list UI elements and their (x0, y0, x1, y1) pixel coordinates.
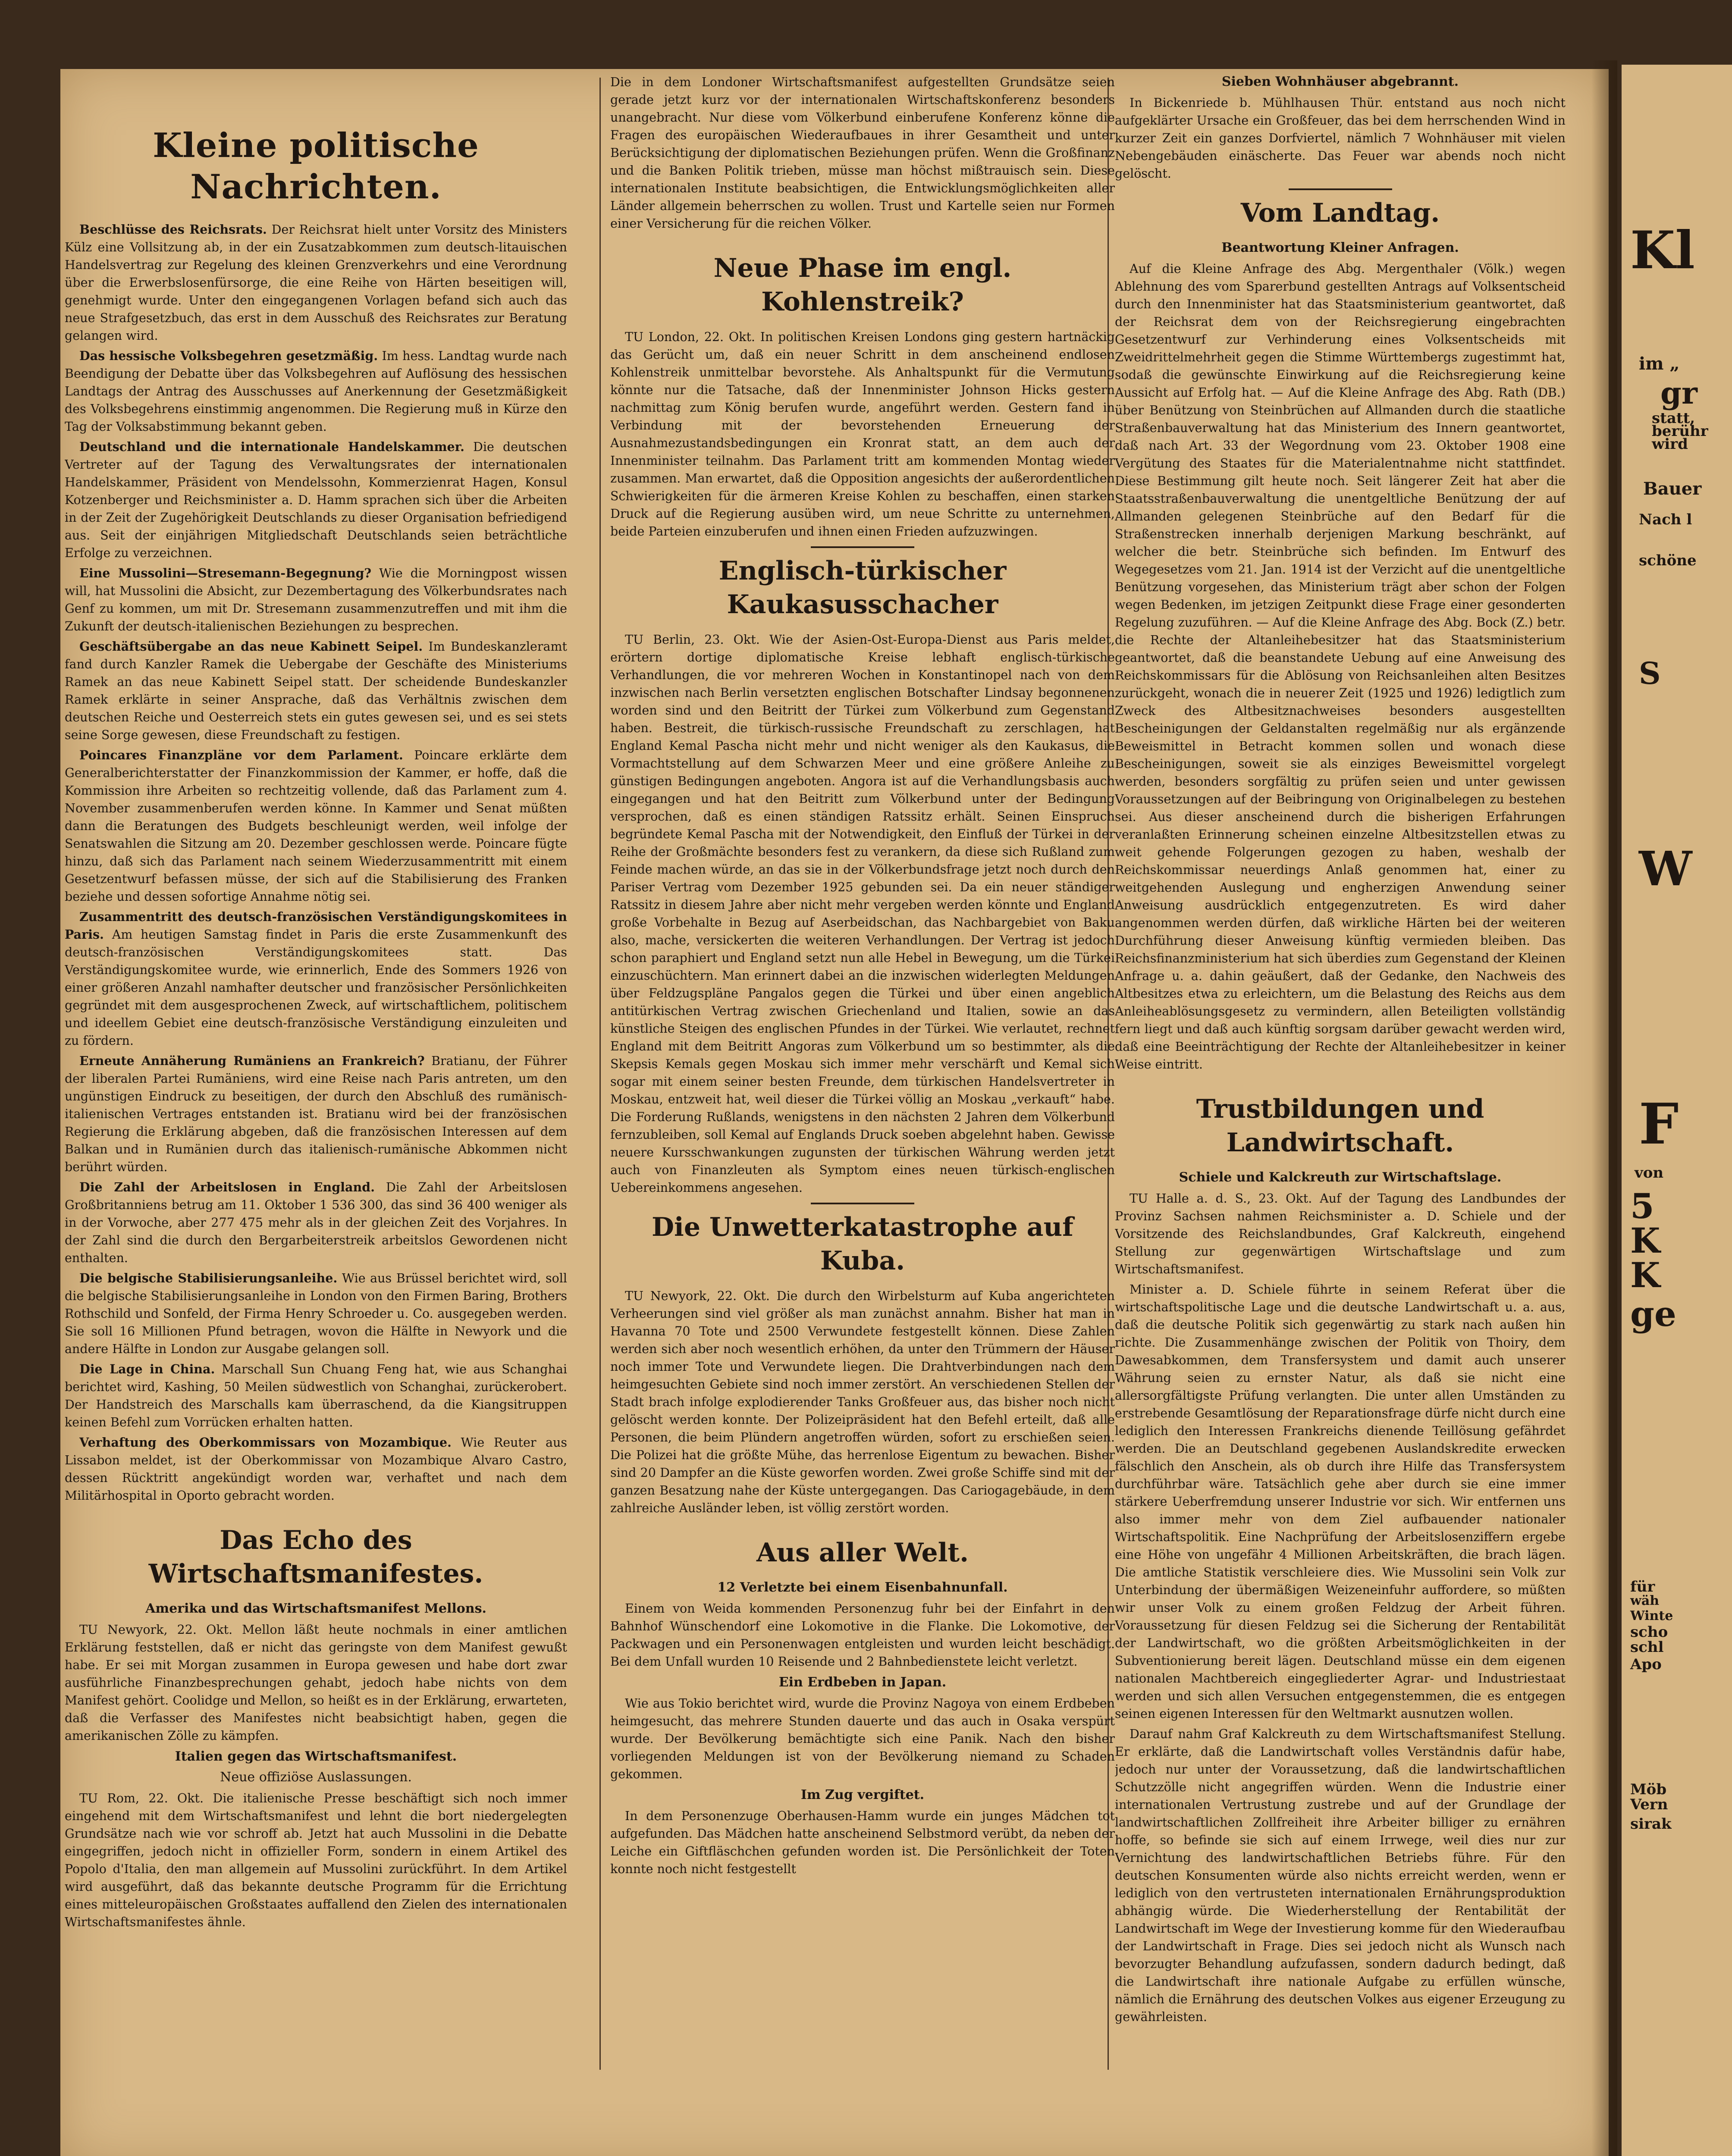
adjacent-page-fragment: schöne (1639, 552, 1697, 569)
article-paragraph: Minister a. D. Schiele führte in seinem Referat über die wirtschaftspolitische Lage und die deutsche Landwirtschaft u. a. aus, daß die deutsche Politik sich gegenwärtig zu stark nach außen hin richte. Die Zusammenhänge zwischen der Politik von Thoiry, dem Dawesabkommen, dem Transfersystem und damit auch unserer Währung seien zu ernster Natur, als daß sie nicht eine allersorgfältigste Prüfung verlangten. Die unter allen Umständen zu erstrebende Gesamtlösung der Reparationsfrage dürfe nicht durch eine lediglich den Interessen Frankreichs dienende Teillösung gefährdet werden. Die an Deutschland gegebenen Auslandskredite erwecken fälschlich den Anschein, als ob durch ihre Hilfe das Transfersystem durchführbar wäre. Tatsächlich gehe aber durch sie eine immer stärkere Ueberfremdung unserer Industrie vor sich. Wir entfernen uns also immer mehr von dem Ziel aufbauender nationaler Wirtschaftspolitik. Eine Nachprüfung der Arbeitslosenziffern ergebe eine Höhe von ungefähr 4 Millionen Arbeitskräften, die brach lägen. Die amtliche Statistik verschleiere dies. Wie Mussolini sein Volk zur Unterbindung der übermäßigen Weizeneinfuhr auffordere, so müßten wir unser Volk zu einem großen Feldzug der Arbeit führen. Voraussetzung für diesen Feldzug sei die Sicherung der Rentabilität der Landwirtschaft, wo die größten Arbeitsmöglichkeiten in der Subventionierung bereit lägen. Deutschland müsse ein dem eigenen nationalen Machtbereich eingegliederter Agrar- und Industriestaat werden und sich allen Versuchen entgegenstemmen, die es entgegen seinen eigenen Interessen für den Weltmarkt ausnutzen wollen. (1115, 1282, 1566, 1721)
news-item-text: Poincare erklärte dem Generalberichterstatter der Finanzkommission der Kammer, er hoffe, daß die Kommission ihre Arbeiten so rechtzeitig vollende, daß das Parlament zum 4. November zusammenberufen werden könne. In Kammer und Senat müßten dann die Beratungen des Budgets beschleunigt werden, weil infolge der Senatswahlen die Sitzung am 20. Dezember geschlossen werde. Poincare fügte hinzu, daß sich das Parlament nach seinem Wiederzusammentritt mit einem Gesetzentwurf befassen müsse, der sich auf die Stabilisierung des Franken beziehe und dessen sofortige Annahme nötig sei. (65, 748, 567, 904)
news-items-list (65, 221, 567, 1504)
news-item-lead: Verhaftung des Oberkommissars von Mozambique. (79, 1435, 452, 1450)
news-item-lead: Poincares Finanzpläne vor dem Parlament. (79, 748, 403, 762)
headline-echo: Das Echo des Wirtschaftsmanifestes. (148, 1525, 483, 1589)
divider (1289, 188, 1392, 190)
news-item-text: Die deutschen Vertreter auf der Tagung des Verwaltungsrates der internationalen Handelskammer, Präsident von Mendelssohn, Kommerzienrat Hagen, Konsul Kotzenberger und Reichsminister a. D. Hamm sprachen sich über die Arbeiten in der Zeit der Zugehörigkeit Deutschlands zu dieser Organisation befriedigend aus. Seit der einjährigen Mitgliedschaft Deutschlands seien beträchtliche Erfolge zu verzeichnen. (65, 440, 567, 560)
column-middle (610, 73, 1115, 2074)
divider (811, 1203, 914, 1204)
adjacent-page-fragment: scho (1630, 1623, 1668, 1641)
article-paragraph: TU Newyork, 22. Okt. Mellon läßt heute nochmals in einer amtlichen Erklärung feststellen, daß er nicht das geringste von dem Manifest gewußt habe. Er sei mit Morgan zusammen in Europa gewesen und habe dort zwar ausführliche Finanzbesprechungen gehabt, jedoch habe nichts von dem Manifest gehört. Coolidge und Mellon, so heißt es in der Erklärung, erwarteten, daß die Verfasser des Manifestes nicht beabsichtigt haben, gegen die amerikanischen Zölle zu kämpfen. (65, 1623, 567, 1743)
adjacent-page-fragment: wäh (1630, 1593, 1660, 1608)
headline-kuba: Die Unwetterkatastrophe auf Kuba. (652, 1212, 1073, 1276)
adjacent-page-fragment: Nach l (1639, 511, 1692, 528)
adjacent-page-fragment: Apo (1630, 1656, 1662, 1673)
news-item-lead: Die Zahl der Arbeitslosen in England. (79, 1180, 375, 1194)
headline-kleine-nachrichten: Kleine politische Nachrichten. (153, 126, 479, 207)
adjacent-page-fragment: W (1639, 841, 1692, 896)
news-item (65, 438, 567, 562)
article-paragraph: TU Halle a. d. S., 23. Okt. Auf der Tagung des Landbundes der Provinz Sachsen nahmen Reichsminister a. D. Schiele und der Vorsitzende des Reichslandbundes, Graf Kalckreuth, eingehend Stellung zur gegenwärtigen Wirtschaftslage und zum Wirtschaftsmanifest. (1115, 1191, 1566, 1276)
news-item-lead: Das hessische Volksbegehren gesetzmäßig. (79, 348, 378, 363)
news-item (65, 564, 567, 635)
article-paragraph: TU Berlin, 23. Okt. Wie der Asien-Ost-Europa-Dienst aus Paris meldet, erörtern dortige diplomatische Kreise lebhaft englisch-türkische Verhandlungen, die vor mehreren Wochen in Konstantinopel nach von dem inzwischen nach Berlin versetzten englischen Botschafter Lindsay begonnenen worden sind und den Beitritt der Türkei zum Völkerbund zum Gegenstand haben. Bestreit, die türkisch-russische Freundschaft zu zerschlagen, hat England Kemal Pascha nicht mehr und nicht weniger als den Kaukasus, die Vormachtstellung auf dem Schwarzen Meer und eine größere Anleihe zu günstigen Bedingungen angeboten. Angora ist auf die Verhandlungsbasis auch eingegangen und hat den Beitritt zum Völkerbund unter der Bedingung versprochen, daß es einen ständigen Ratssitz erhält. Seinen Einspruch begründete Kemal Pascha mit der Notwendigkeit, den Einfluß der Türkei in der Reihe der Großmächte besonders fest zu verankern, da diese sich Rußland zum Feinde machen würde, an das sie in der Völkerbundsfrage jetzt noch durch den Pariser Vertrag vom Dezember 1925 gebunden sei. Da ein neuer ständiger Ratssitz in diesem Jahre aber nicht mehr vergeben werden könnte und England große Vorbehalte in Bezug auf Aserbeidschan, das Nachbargebiet von Baku also, mache, versickerten die weiteren Verhandlungen. Der Vertrag ist jedoch schon paraphiert und England setzt nun alle Hebel in Bewegung, um die Türkei einzuschüchtern. Man erinnert dabei an die inzwischen widerlegten Meldungen über Feldzugspläne Pangalos gegen die Türkei und über einen angeblich antitürkischen Vertrag zwischen Griechenland und Italien, sowie an das künstliche Steigen des englischen Pfundes in der Türkei. Wie verlautet, rechnet England mit dem Beitritt Angoras zum Völkerbund um so bestimmter, als die Skepsis Kemals gegen Moskau sich immer mehr verschärft und Kemal sich sogar mit einem seiner besten Freunde, dem türkischen Handelsvertreter in Moskau, entzweit hat, weil dieser die Türkei völlig an Moskau „verkauft“ habe. Die Forderung Rußlands, wenigstens in den nächsten 2 Jahren dem Völkerbund fernzubleiben, soll Kemal auf Englands Druck soeben abgelehnt haben. Gewisse neuere Kursschwankungen zugunsten der türkischen Währung werden jetzt auch von Finanzleuten als Symptom eines neuen türkisch-englischen Uebereinkommens angesehen. (610, 633, 1115, 1195)
article-paragraph: In Bickenriede b. Mühlhausen Thür. entstand aus noch nicht aufgeklärter Ursache ein Großfeuer, das bei dem herrschenden Wind in kurzer Zeit ein ganzes Dorfviertel, nämlich 7 Wohnhäuser mit vielen Nebengebäuden einäscherte. Das Feuer war abends noch nicht gelöscht. (1115, 96, 1566, 181)
subhead-wohnhaeuser: Sieben Wohnhäuser abgebrannt. (1221, 74, 1459, 89)
headline-kaukasus: Englisch-türkischer Kaukasusschacher (719, 556, 1007, 620)
subhead-eisenbahnunfall: 12 Verletzte bei einem Eisenbahnunfall. (717, 1580, 1008, 1595)
adjacent-page-fragment: K (1630, 1255, 1660, 1295)
adjacent-page-fragment: 5 (1630, 1186, 1654, 1226)
adjacent-page-fragment: im „ (1639, 354, 1680, 374)
adjacent-page-fragment: Vern (1630, 1796, 1668, 1813)
adjacent-page-fragment: von (1635, 1164, 1664, 1181)
news-item (65, 347, 567, 436)
adjacent-page-fragment: sirak (1630, 1815, 1672, 1833)
adjacent-page-fragment: ge (1630, 1294, 1676, 1334)
subhead-schiele-kalckreuth: Schiele und Kalckreuth zur Wirtschaftslage. (1179, 1170, 1502, 1185)
subhead-kleine-anfragen: Beantwortung Kleiner Anfragen. (1221, 240, 1459, 255)
news-item (65, 746, 567, 906)
news-item-lead: Zusammentritt des deutsch-französischen Verständigungskomitees in Paris. (65, 909, 567, 942)
adjacent-page-fragment: statt, (1652, 410, 1695, 427)
subhead-amerika: Amerika und das Wirtschaftsmanifest Mellons. (145, 1601, 486, 1616)
news-item-lead: Die Lage in China. (79, 1362, 215, 1376)
news-item (65, 1434, 567, 1504)
adjacent-page-fragment: S (1639, 655, 1661, 691)
headline-landtag: Vom Landtag. (1240, 198, 1440, 228)
news-item-lead: Erneute Annäherung Rumäniens an Frankreich? (79, 1053, 425, 1068)
news-item (65, 1360, 567, 1431)
news-item-text: Marschall Sun Chuang Feng hat, wie aus Schanghai berichtet wird, Kashing, 50 Meilen südwestlich von Schanghai, zurückerobert. Der Handstreich des Marschalls kam überraschend, da die Kiangsitruppen keinen Befehl zum Vorrücken erhalten hatten. (65, 1362, 567, 1429)
adjacent-page-fragment: für (1630, 1578, 1655, 1595)
news-item-text: Die Zahl der Arbeitslosen Großbritanniens betrug am 11. Oktober 1 536 300, das sind 36 400 weniger als in der Vorwoche, aber 277 475 mehr als in der gleichen Zeit des Vorjahres. In der Zahl sind die durch den Bergarbeiterstreik arbeitslos Gewordenen nicht enthalten. (65, 1180, 567, 1265)
news-item (65, 908, 567, 1050)
adjacent-page-fragment: Möb (1630, 1781, 1667, 1798)
news-item (65, 638, 567, 744)
article-paragraph: Einem von Weida kommenden Personenzug fuhr bei der Einfahrt in den Bahnhof Wünschendorf eine Lokomotive in die Flanke. Die Lokomotive, der Packwagen und ein Personenwagen entgleisten und wurden leicht beschädigt. Bei dem Unfall wurden 10 Reisende und 2 Bahnbedienstete leicht verletzt. (610, 1601, 1115, 1669)
article-paragraph: Auf die Kleine Anfrage des Abg. Mergenthaler (Völk.) wegen Ablehnung des vom Sparerbund gestellten Antrags auf Volksentscheid durch den Innenminister hat das Staatsministerium geantwortet, daß der Reichsrat dem von der Reichsregierung eingebrachten Gesetzentwurf zur Verhinderung eines Volksentscheids mit Zweidrittelmehrheit gegen die Stimme Württembergs zugestimmt hat, sodaß die gewünschte Einwirkung auf die Reichsregierung keine Aussicht auf Erfolg hat. — Auf die Kleine Anfrage des Abg. Rath (DB.) über Benützung von Steinbrüchen auf Allmanden durch die staatliche Straßenbauverwaltung hat das Ministerium des Innern geantwortet, daß nach Art. 33 der Wegordnung vom 23. Oktober 1908 eine Vergütung des Staates für die Materialentnahme nicht stattfindet. Diese Bestimmung gilt heute noch. Seit längerer Zeit hat aber die Staatsstraßenbauverwaltung die unentgeltliche Benützung der auf Allmanden gelegenen Steinbrüche auf den Bedarf für die Straßenstrecken innerhalb derjenigen Markung beschränkt, auf welcher die betr. Steinbrüche sich befinden. Im Entwurf des Wegegesetzes vom 21. Jan. 1914 ist der Verzicht auf die unentgeltliche Benützung vorgesehen, das Ministerium trägt aber schon der Folgen wegen Bedenken, im jetzigen Zeitpunkt diese Frage einer gesonderten Regelung zuzuführen. — Auf die Kleine Anfrage des Abg. Bock (Z.) betr. die Rechte der Altanleihebesitzer hat das Staatsministerium geantwortet, daß die beanstandete Uebung auf eine Anweisung des Reichskommissars für die Ablösung von Reichsanleihen alten Besitzes zurückgeht, wonach die in neuerer Zeit (1925 und 1926) ledigtlich zum Zweck des Altbesitznachweises besonders ausgestellten Bescheinigungen der Geldanstalten regelmäßig nur als ergänzende Beweismittel in Betracht kommen sollen und wonach diese Bescheinigungen, soweit sie als einziges Beweismittel vorgelegt werden, besonders sorgfältig zu prüfen seien und unter gewissen Voraussetzungen auf der Beibringung von Originalbelegen zu bestehen sei. Aus dieser anscheinend durch die bisherigen Erfahrungen veranlaßten Erinnerung scheinen einzelne Altbesitzstellen etwas zu weit gehende Folgerungen gezogen zu haben, weshalb der Reichskommissar neuerdings Anlaß genommen hat, einer zu weitgehenden Auslegung und engherzigen Anwendung seiner Anweisung ausdrücklich entgegenzutreten. Es wird daher angenommen werden dürfen, daß wirkliche Härten bei der weiteren Durchführung dieser Anweisung künftig vermieden bleiben. Das Reichsfinanzministerium hat sich überdies zum Gegenstand der Kleinen Anfrage u. a. dahin geäußert, daß der Gedanke, den Nachweis des Altbesitzes etwa zu erleichtern, um die Belastung des Reichs aus dem Anleiheablösungsgesetz zu vermindern, allen Beteiligten vollständig fern liegt und daß auch künftig sorgsam darüber gewacht werden wird, daß eine Beeinträchtigung der Rechte der Altanleihebesitzer in keiner Weise eintritt. (1115, 262, 1566, 1072)
headline-trustbildungen: Trustbildungen und Landwirtschaft. (1196, 1094, 1484, 1158)
subhead-zug-vergiftet: Im Zug vergiftet. (800, 1787, 925, 1802)
subhead-italien: Italien gegen das Wirtschaftsmanifest. (175, 1749, 457, 1764)
column-left (65, 73, 567, 2074)
news-item-lead: Die belgische Stabilisierungsanleihe. (79, 1271, 338, 1285)
adjacent-page-edge (1622, 65, 1732, 2156)
news-item (65, 1178, 567, 1267)
divider (811, 546, 914, 548)
news-item-text: Der Reichsrat hielt unter Vorsitz des Ministers Külz eine Vollsitzung ab, in der ein Zusatzabkommen zum deutsch-litauischen Handelsvertrag zur Regelung des kleinen Grenzverkehrs und eine Verordnung über die Erwerbslosenfürsorge, die eine Reihe von Härten beseitigen will, genehmigt wurde. Unter den eingegangenen Vorlagen befand sich auch das neue Strafgesetzbuch, das erst in dem Ausschuß des Reichsrates zur Beratung gelangen wird. (65, 222, 567, 343)
news-item-lead: Geschäftsübergabe an das neue Kabinett Seipel. (79, 639, 423, 654)
article-paragraph: Wie aus Tokio berichtet wird, wurde die Provinz Nagoya von einem Erdbeben heimgesucht, das mehrere Stunden dauerte und das auch in Osaka verspürt wurde. Der Bevölkerung bemächtigte sich eine Panik. Nach den bisher vorliegenden Meldungen ist von der Bevölkerung niemand zu Schaden gekommen. (610, 1696, 1115, 1781)
adjacent-page-fragment: Kl (1630, 220, 1695, 281)
news-item-lead: Beschlüsse des Reichsrats. (79, 222, 267, 237)
news-item-text: Am heutigen Samstag findet in Paris die erste Zusammenkunft des deutsch-französischen Verständigungskomitees statt. Das Verständigungskomitee wurde, wie erinnerlich, Ende des Sommers 1926 von einer größeren Anzahl namhafter deutscher und französischer Persönlichkeiten gegründet mit dem ausgesprochenen Zweck, auf wirtschaftlichem, politischem und ideellem Gebiet eine deutsch-französische Verständigung einzuleiten und zu fördern. (65, 928, 567, 1048)
article-paragraph: In dem Personenzuge Oberhausen-Hamm wurde ein junges Mädchen tot aufgefunden. Das Mädchen hatte anscheinend Selbstmord verübt, da neben der Leiche ein Giftfläschchen gefunden worden ist. Die Persönlichkeit der Toten konnte noch nicht festgestellt (610, 1809, 1115, 1876)
subhead-erdbeben: Ein Erdbeben in Japan. (778, 1675, 947, 1690)
page-fold-shadow (1591, 60, 1617, 2156)
article-paragraph: TU Newyork, 22. Okt. Die durch den Wirbelsturm auf Kuba angerichteten Verheerungen sind viel größer als man zunächst annahm. Bisher hat man in Havanna 70 Tote und 2500 Verwundete festgestellt können. Diese Zahlen werden sich aber noch wesentlich erhöhen, da unter den Trümmern der Häuser noch immer Tote und Verwundete liegen. Die Drahtverbindungen nach dem heimgesuchten Gebiete sind noch immer zerstört. An verschiedenen Stellen der Stadt brach infolge explodierender Tanks Großfeuer aus, das bisher noch nicht gelöscht werden konnte. Der Polizeipräsident hat den Befehl erteilt, daß alle Personen, die beim Plündern angetroffen würden, sofort zu erschießen seien. Die Polizei hat die größte Mühe, das herrenlose Eigentum zu bewachen. Bisher sind 20 Dampfer an die Küste geworfen worden. Zwei große Schiffe sind mit der ganzen Besatzung nahe der Küste untergegangen. Das Cariogagebäude, in dem zahlreiche Ausländer leben, ist völlig zerstört worden. (610, 1289, 1115, 1515)
news-item (65, 1052, 567, 1176)
news-item (65, 221, 567, 345)
article-paragraph: Die in dem Londoner Wirtschaftsmanifest aufgestellten Grundsätze seien gerade jetzt kurz vor der internationalen Wirtschaftskonferenz besonders unangebracht. Nur diese vom Völkerbund einberufene Konferenz könne die Fragen des europäischen Wiederaufbaues in ihrer Gesamtheit und unter Berücksichtigung der diplomatischen Beziehungen prüfen. Wenn die Großfinanz und die Banken Politik trieben, müsse man höchst mißtrauisch sein. Diese internationalen Institute beabsichtigen, die Entwicklungsmöglichkeiten aller Länder allgemein beherrschen zu wollen. Trust und Kartelle seien nur Formen einer Versicherung für die reichen Völker. (610, 75, 1115, 231)
adjacent-page-fragment: F (1639, 1091, 1679, 1157)
adjacent-page-fragment: K (1630, 1220, 1660, 1261)
adjacent-page-fragment: schl (1630, 1639, 1664, 1656)
headline-aus-aller-welt: Aus aller Welt. (756, 1538, 969, 1568)
article-paragraph: TU Rom, 22. Okt. Die italienische Presse beschäftigt sich noch immer eingehend mit dem Wirtschaftsmanifest und lehnt die bort niedergelegten Grundsätze nach wie vor schroff ab. Jetzt hat auch Mussolini in die Debatte eingegriffen, jedoch nicht in offizieller Form, sondern in einem Artikel des Popolo d'Italia, den man allgemein auf Mussolini zurückführt. In dem Artikel wird ausgeführt, daß das bekannte deutsche Programm für die Errichtung eines mitteleuropäischen Großstaates auffallend den Zielen des internationalen Wirtschaftsmanifestes ähnle. (65, 1791, 567, 1929)
news-item-text: Im Bundeskanzleramt fand durch Kanzler Ramek die Uebergabe der Geschäfte des Ministeriums Ramek an das neue Kabinett Seipel statt. Der scheidende Bundeskanzler Ramek erklärte in seiner Ansprache, daß das Verhältnis zwischen dem deutschen Reiche und Oesterreich stets ein gutes gewesen sei, und es sei stets seine Sorge gewesen, diese Freundschaft zu festigen. (65, 639, 567, 742)
column-rule (599, 78, 601, 2070)
news-item-lead: Eine Mussolini—Stresemann-Begegnung? (79, 566, 372, 580)
news-item-lead: Deutschland und die internationale Handelskammer. (79, 439, 464, 454)
adjacent-page-fragment: wird (1652, 436, 1688, 453)
adjacent-page-fragment: Winte (1630, 1608, 1673, 1623)
column-right (1115, 73, 1566, 2074)
news-item-text: Wie die Morningpost wissen will, hat Mussolini die Absicht, zur Dezembertagung des Völkerbundsrates nach Genf zu kommen, um mit Dr. Stresemann zusammenzutreffen und mit ihm die Zukunft der deutsch-italienischen Beziehungen zu besprechen. (65, 566, 567, 633)
news-item-text: Wie Reuter aus Lissabon meldet, ist der Oberkommissar von Mozambique Alvaro Castro, dessen Rücktritt angekündigt worden war, verhaftet und nach dem Militärhospital in Oporto gebracht worden. (65, 1435, 567, 1503)
adjacent-page-fragment: Bauer (1643, 479, 1702, 499)
headline-kohlenstreik: Neue Phase im engl. Kohlenstreik? (713, 253, 1012, 317)
news-item-text: Im hess. Landtag wurde nach Beendigung der Debatte über das Volksbegehren auf Auflösung des hessischen Landtags der Antrag des Ausschusses auf Anerkennung der Gesetzmäßigkeit des Volksbegehrens einstimmig angenommen. Die Regierung muß in Kürze den Tag der Volksabstimmung bekannt geben. (65, 349, 567, 434)
subhead-offizioese: Neue offiziöse Auslassungen. (220, 1770, 412, 1785)
adjacent-page-fragment: berühr (1652, 423, 1708, 440)
article-paragraph: Darauf nahm Graf Kalckreuth zu dem Wirtschaftsmanifest Stellung. Er erklärte, daß die Landwirtschaft volles Verständnis dafür habe, jedoch nur unter der Voraussetzung, daß die landwirtschaftlichen Schutzzölle nicht angegriffen würden. Wenn die Industrie einer internationalen Vertrustung zustrebe und auf der Grundlage der landwirtschaftlichen Zollfreiheit ihre Arbeiter billiger zu ernähren hoffe, so befinde sie sich auf einem Irrwege, weil dies nur zur Vernichtung des landwirtschaftlichen Betriebs führe. Für den deutschen Konsumenten würde also nichts erreicht werden, wenn er lediglich von den vertrusteten internationalen Ernährungsproduktion abhängig würde. Die Wiederherstellung der Rentabilität der Landwirtschaft im Wege der Investierung komme für den Wiederaufbau der Landwirtschaft in Frage. Dies sei jedoch nicht als Wunsch nach bevorzugter Behandlung aufzufassen, sondern dadurch bedingt, daß die Landwirtschaft ihre nationale Aufgabe zu erfüllen wünsche, nämlich die Ernährung des deutschen Volkes aus eigener Erzeugung zu gewährleisten. (1115, 1727, 1566, 2024)
news-item-text: Wie aus Brüssel berichtet wird, soll die belgische Stabilisierungsanleihe in London von den Firmen Baring, Brothers Rothschild und Sonfeld, der Firma Henry Schroeder u. Co. ausgegeben werden. Sie soll 16 Millionen Pfund betragen, wovon die Hälfte in Newyork und die andere Hälfte in London zur Ausgabe gelangen soll. (65, 1271, 567, 1356)
news-item (65, 1269, 567, 1358)
article-paragraph: TU London, 22. Okt. In politischen Kreisen Londons ging gestern hartnäckig das Gerücht um, daß ein neuer Schritt in dem anscheinend endlosen Kohlenstreik unmittelbar bevorstehe. Als Anhaltspunkt für die Vermutung könnte nur die Tatsache, daß der Innenminister Johnson Hicks gestern nachmittag zum König berufen wurde, angeführt werden. Gestern fand in Verbindung mit der bevorstehenden Erneuerung der Ausnahmezustandsbedingungen ein Kronrat statt, an dem auch der Innenminister teilnahm. Das Parlament tritt am kommenden Montag wieder zusammen. Man erwartet, daß die Opposition angesichts der außerordentlichen Schwierigkeiten für die ärmeren Kreise Kohlen zu beschaffen, einen starken Druck auf die Regierung ausüben wird, um neue Schritte zu unternehmen, beide Parteien einzuberufen und ihnen einen Frieden aufzuzwingen. (610, 330, 1115, 539)
news-item-text: Bratianu, der Führer der liberalen Partei Rumäniens, wird eine Reise nach Paris antreten, um den ungünstigen Eindruck zu beseitigen, der durch den Abschluß des rumänisch-italienischen Vertrages entstanden ist. Bratianu wird bei der französischen Regierung die Erklärung abgeben, daß die französischen Interessen auf dem Balkan und in Rumänien durch das italienisch-rumänische Abkommen nicht berührt würden. (65, 1054, 567, 1174)
adjacent-page-fragment: gr (1660, 375, 1697, 411)
